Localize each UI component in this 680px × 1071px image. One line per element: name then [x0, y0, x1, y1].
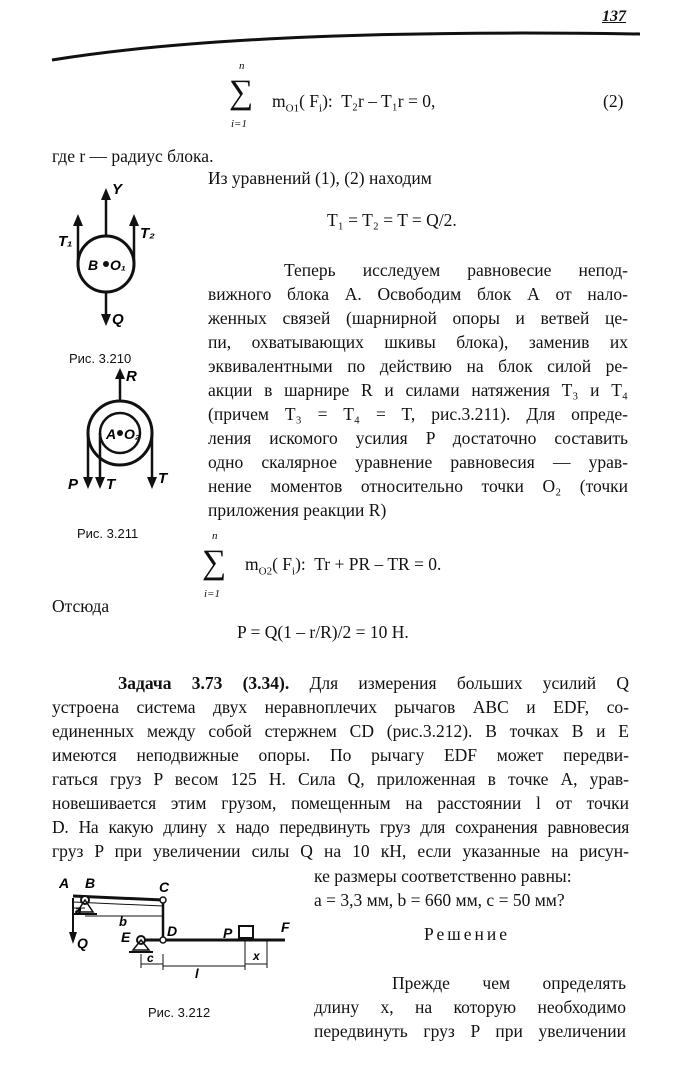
task-tail-line: ке размеры соответственно равны: [314, 866, 572, 886]
label-c: C [159, 879, 170, 895]
task-line: устроена система двух неравноплечих рычагов ABC и EDF, со- [52, 697, 629, 717]
arg-close: ): [295, 554, 306, 574]
label-a: A [106, 426, 117, 442]
label-p: P [68, 476, 79, 493]
sum-lower-limit: i=1 [231, 118, 247, 130]
label-b: B [85, 875, 96, 891]
task-line: единенных между собой стержнем CD (рис.3.212). В точках B и E [52, 721, 629, 741]
figure-3-212 [55, 868, 305, 988]
para-line: нение моментов относительно точки O₂ (точки [208, 476, 628, 496]
equation-2-body [272, 89, 435, 121]
label-r: R [126, 368, 137, 385]
equation-3 [198, 530, 518, 610]
task-line: Для измерения больших усилий Q [309, 673, 629, 693]
pulley-axle [117, 430, 123, 436]
task-line: гаться груз P весом 125 H. Сила Q, приложенная в точке A, урав- [52, 769, 629, 789]
para-line: Теперь исследуем равновесие непод- [284, 260, 628, 280]
force-subscript: i [292, 565, 296, 578]
task-first-line [52, 671, 629, 695]
moment-subscript: O2 [258, 565, 273, 578]
para-line: пи, охватывающих шкивы блока), заменив их [208, 332, 628, 352]
label-b: B [88, 257, 99, 273]
para-line: акции в шарнире R и силами натяжения T₃ и T₄ [208, 380, 628, 400]
sum-lower-limit: i=1 [204, 588, 220, 600]
solution-paragraph [314, 971, 626, 1043]
figure-3-211 [50, 365, 170, 505]
where-r-text: где r — радиус блока. [52, 146, 214, 166]
para-line: эквивалентными по действию на блок силой ре- [208, 356, 628, 376]
figure-3-210 [50, 180, 160, 340]
para-line: одно скалярное уравнение равновесия — урав- [208, 452, 628, 472]
label-f: F [281, 919, 290, 935]
sum-upper-limit: n [239, 60, 245, 72]
block-paragraph [208, 258, 628, 522]
from-equations-text: Из уравнений (1), (2) находим [208, 168, 432, 188]
task-tail-line: a = 3,3 мм, b = 660 мм, c = 50 мм? [314, 890, 565, 910]
para-line: (причем T₃ = T₄ = T, рис.3.211). Для опреде- [208, 404, 628, 424]
moment-symbol: m [272, 91, 286, 111]
para-line: женных связей (шарнирной опоры и ветвей це- [208, 308, 628, 328]
arg-close: ): [322, 91, 333, 111]
force-arg: ( F [272, 554, 293, 574]
label-t-left: T [106, 476, 116, 493]
force-subscript: i [319, 102, 323, 115]
label-dim-a: a [75, 903, 82, 917]
task-title: Задача 3.73 (3.34). [118, 673, 290, 693]
label-dim-l: l [195, 966, 199, 981]
page-number: 137 [602, 8, 626, 25]
label-q: Q [77, 935, 88, 951]
moment-symbol: m [245, 554, 259, 574]
equation-number: (2) [603, 91, 624, 111]
task-line: D. На какую длину x надо передвинуть груз для сохранения равновесия [52, 817, 629, 837]
para-line: приложения реакции R) [208, 500, 387, 520]
label-dim-x: x [253, 949, 260, 963]
label-o1: O₁ [110, 257, 126, 273]
hence-text: Отсюда [52, 596, 110, 616]
solution-line: передвинуть груз P при увеличении [314, 1021, 626, 1041]
label-e: E [121, 929, 131, 945]
label-dim-b: b [119, 914, 127, 929]
para-line: ления искомого усилия P достаточно составить [208, 428, 628, 448]
caption-3-210: Рис. 3.210 [69, 351, 132, 366]
label-t2: T₂ [140, 225, 155, 242]
equation-3-body [245, 552, 441, 584]
equation-3-rhs: Tr + PR – TR = 0. [314, 554, 442, 574]
label-t-right: T [158, 470, 168, 487]
pulley-axle [103, 261, 109, 267]
force-arg: ( F [299, 91, 320, 111]
label-d: D [167, 923, 178, 939]
caption-3-212: Рис. 3.212 [148, 1005, 211, 1020]
label-y: Y [112, 181, 123, 198]
label-a: A [59, 875, 70, 891]
weight-p [239, 926, 253, 938]
caption-3-211: Рис. 3.211 [77, 526, 139, 541]
label-p: P [223, 925, 233, 941]
task-line: имеются неподвижные опоры. По рычагу EDF может передви- [52, 745, 629, 765]
equation-2 [225, 60, 645, 140]
tension-equation: T₁ = T₂ = T = Q/2. [327, 210, 457, 230]
label-o2: O₂ [124, 426, 141, 442]
para-line: вижного блока А. Освободим блок А от нало- [208, 284, 628, 304]
sum-symbol: ∑ [229, 74, 254, 111]
solution-line: длину x, на которую необходимо [314, 997, 626, 1017]
equation-2-rhs: T₂r – T₁r = 0, [341, 91, 436, 111]
task-line: груз P при увеличении силы Q на 10 кН, если указанные на рисун- [52, 841, 629, 861]
task-line: новешивается этим грузом, помещенным на расстоянии l от точки [52, 793, 629, 813]
solution-line: Прежде чем определять [392, 973, 626, 993]
solution-heading: Решение [424, 924, 511, 944]
p-result-equation: P = Q(1 – r/R)/2 = 10 H. [237, 622, 409, 642]
task-paragraph [52, 671, 629, 863]
label-q: Q [112, 311, 124, 328]
label-dim-c: c [147, 951, 154, 965]
label-t1: T₁ [58, 233, 73, 250]
sum-upper-limit: n [212, 530, 218, 542]
sum-symbol: ∑ [202, 544, 227, 581]
moment-subscript: O1 [285, 102, 300, 115]
